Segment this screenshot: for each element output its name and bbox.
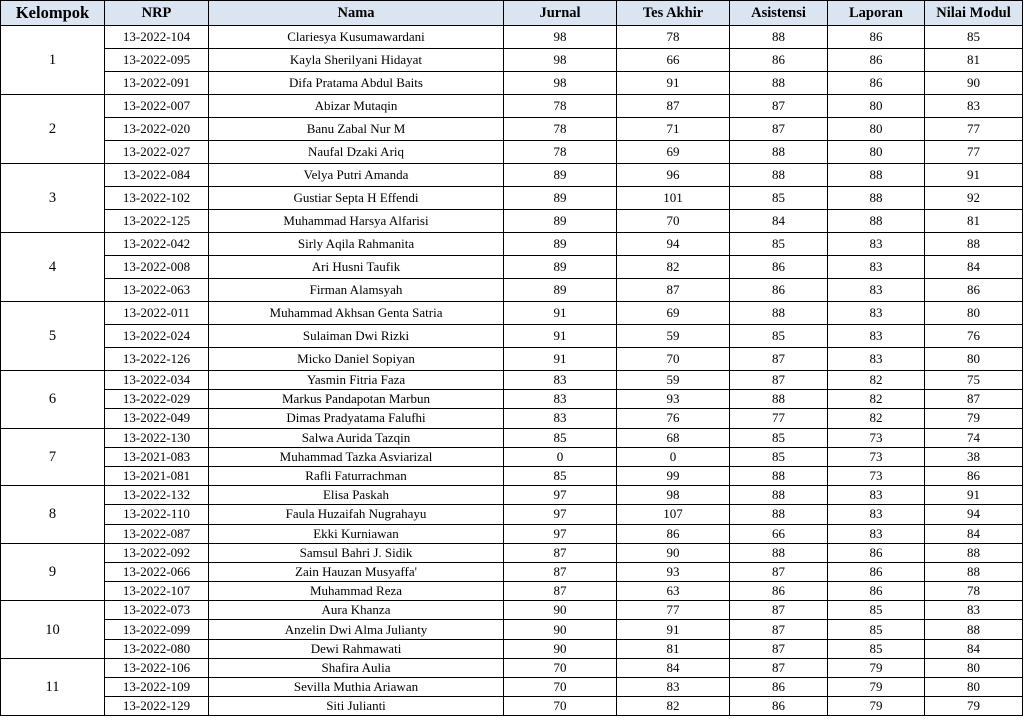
nilai-modul-cell: 94 <box>925 505 1023 524</box>
nilai-modul-cell: 91 <box>925 164 1023 187</box>
nama-cell: Velya Putri Amanda <box>209 164 504 187</box>
nilai-modul-cell: 84 <box>925 524 1023 543</box>
tes-akhir-cell: 84 <box>617 658 730 677</box>
jurnal-cell: 83 <box>504 371 617 390</box>
nilai-modul-cell: 90 <box>925 72 1023 95</box>
nrp-cell: 13-2022-106 <box>105 658 209 677</box>
nama-cell: Rafli Faturrachman <box>209 466 504 485</box>
table-row <box>1 49 1023 72</box>
asistensi-cell: 86 <box>730 49 828 72</box>
nama-cell: Shafira Aulia <box>209 658 504 677</box>
asistensi-cell: 87 <box>730 658 828 677</box>
laporan-cell: 83 <box>828 233 925 256</box>
kelompok-cell: 1 <box>1 26 105 95</box>
table-row <box>1 697 1023 716</box>
jurnal-cell: 87 <box>504 543 617 562</box>
nrp-cell: 13-2022-125 <box>105 210 209 233</box>
jurnal-cell: 90 <box>504 639 617 658</box>
nrp-cell: 13-2022-066 <box>105 562 209 581</box>
nilai-modul-cell: 77 <box>925 118 1023 141</box>
table-row <box>1 447 1023 466</box>
jurnal-cell: 97 <box>504 524 617 543</box>
nama-cell: Banu Zabal Nur M <box>209 118 504 141</box>
tes-akhir-cell: 69 <box>617 141 730 164</box>
jurnal-cell: 0 <box>504 447 617 466</box>
kelompok-cell: 11 <box>1 658 105 716</box>
table-row <box>1 118 1023 141</box>
jurnal-cell: 70 <box>504 697 617 716</box>
table-row <box>1 95 1023 118</box>
tes-akhir-cell: 59 <box>617 325 730 348</box>
jurnal-cell: 89 <box>504 164 617 187</box>
jurnal-cell: 98 <box>504 72 617 95</box>
nrp-cell: 13-2022-126 <box>105 348 209 371</box>
nama-cell: Zain Hauzan Musyaffa' <box>209 562 504 581</box>
nrp-cell: 13-2022-099 <box>105 620 209 639</box>
asistensi-cell: 85 <box>730 447 828 466</box>
laporan-cell: 86 <box>828 49 925 72</box>
table-row <box>1 187 1023 210</box>
table-row <box>1 233 1023 256</box>
asistensi-cell: 87 <box>730 371 828 390</box>
asistensi-cell: 88 <box>730 486 828 505</box>
asistensi-cell: 77 <box>730 409 828 428</box>
header-kelompok: Kelompok <box>1 1 105 26</box>
jurnal-cell: 91 <box>504 302 617 325</box>
jurnal-cell: 89 <box>504 187 617 210</box>
jurnal-cell: 90 <box>504 601 617 620</box>
asistensi-cell: 85 <box>730 187 828 210</box>
laporan-cell: 88 <box>828 187 925 210</box>
nilai-modul-cell: 86 <box>925 279 1023 302</box>
jurnal-cell: 83 <box>504 409 617 428</box>
asistensi-cell: 86 <box>730 256 828 279</box>
nrp-cell: 13-2022-011 <box>105 302 209 325</box>
nrp-cell: 13-2022-080 <box>105 639 209 658</box>
nrp-cell: 13-2022-087 <box>105 524 209 543</box>
nrp-cell: 13-2022-109 <box>105 678 209 697</box>
nama-cell: Dewi Rahmawati <box>209 639 504 658</box>
asistensi-cell: 87 <box>730 95 828 118</box>
jurnal-cell: 89 <box>504 210 617 233</box>
laporan-cell: 80 <box>828 141 925 164</box>
tes-akhir-cell: 107 <box>617 505 730 524</box>
nama-cell: Firman Alamsyah <box>209 279 504 302</box>
tes-akhir-cell: 93 <box>617 390 730 409</box>
asistensi-cell: 86 <box>730 697 828 716</box>
table-row <box>1 371 1023 390</box>
nama-cell: Muhammad Tazka Asviarizal <box>209 447 504 466</box>
table-row <box>1 620 1023 639</box>
nilai-modul-cell: 85 <box>925 26 1023 49</box>
nrp-cell: 13-2022-129 <box>105 697 209 716</box>
nilai-modul-cell: 79 <box>925 697 1023 716</box>
nrp-cell: 13-2022-024 <box>105 325 209 348</box>
kelompok-cell: 4 <box>1 233 105 302</box>
nrp-cell: 13-2022-027 <box>105 141 209 164</box>
laporan-cell: 88 <box>828 164 925 187</box>
table-row <box>1 256 1023 279</box>
tes-akhir-cell: 87 <box>617 95 730 118</box>
table-row <box>1 325 1023 348</box>
laporan-cell: 73 <box>828 447 925 466</box>
laporan-cell: 85 <box>828 620 925 639</box>
table-row <box>1 486 1023 505</box>
nilai-modul-cell: 84 <box>925 256 1023 279</box>
nilai-modul-cell: 77 <box>925 141 1023 164</box>
asistensi-cell: 87 <box>730 620 828 639</box>
laporan-cell: 86 <box>828 72 925 95</box>
nilai-modul-cell: 88 <box>925 233 1023 256</box>
tes-akhir-cell: 68 <box>617 428 730 447</box>
nama-cell: Naufal Dzaki Ariq <box>209 141 504 164</box>
laporan-cell: 80 <box>828 95 925 118</box>
table-row <box>1 164 1023 187</box>
laporan-cell: 86 <box>828 562 925 581</box>
tes-akhir-cell: 99 <box>617 466 730 485</box>
header-jurnal: Jurnal <box>504 1 617 26</box>
nama-cell: Ari Husni Taufik <box>209 256 504 279</box>
jurnal-cell: 70 <box>504 658 617 677</box>
jurnal-cell: 85 <box>504 466 617 485</box>
table-row <box>1 26 1023 49</box>
nama-cell: Sirly Aqila Rahmanita <box>209 233 504 256</box>
jurnal-cell: 83 <box>504 390 617 409</box>
tes-akhir-cell: 98 <box>617 486 730 505</box>
laporan-cell: 73 <box>828 466 925 485</box>
nrp-cell: 13-2022-132 <box>105 486 209 505</box>
nama-cell: Micko Daniel Sopiyan <box>209 348 504 371</box>
tes-akhir-cell: 69 <box>617 302 730 325</box>
nama-cell: Samsul Bahri J. Sidik <box>209 543 504 562</box>
tes-akhir-cell: 91 <box>617 72 730 95</box>
tes-akhir-cell: 91 <box>617 620 730 639</box>
asistensi-cell: 88 <box>730 141 828 164</box>
nrp-cell: 13-2022-107 <box>105 582 209 601</box>
laporan-cell: 83 <box>828 505 925 524</box>
jurnal-cell: 98 <box>504 49 617 72</box>
asistensi-cell: 86 <box>730 582 828 601</box>
table-row <box>1 639 1023 658</box>
tes-akhir-cell: 70 <box>617 210 730 233</box>
jurnal-cell: 98 <box>504 26 617 49</box>
jurnal-cell: 89 <box>504 256 617 279</box>
laporan-cell: 83 <box>828 279 925 302</box>
nrp-cell: 13-2022-104 <box>105 26 209 49</box>
jurnal-cell: 78 <box>504 141 617 164</box>
kelompok-cell: 9 <box>1 543 105 601</box>
laporan-cell: 82 <box>828 390 925 409</box>
nilai-modul-cell: 84 <box>925 639 1023 658</box>
nilai-modul-cell: 76 <box>925 325 1023 348</box>
jurnal-cell: 91 <box>504 348 617 371</box>
header-asistensi: Asistensi <box>730 1 828 26</box>
nama-cell: Sulaiman Dwi Rizki <box>209 325 504 348</box>
kelompok-cell: 8 <box>1 486 105 544</box>
tes-akhir-cell: 70 <box>617 348 730 371</box>
nrp-cell: 13-2022-008 <box>105 256 209 279</box>
table-row <box>1 390 1023 409</box>
nilai-modul-cell: 86 <box>925 466 1023 485</box>
table-row <box>1 466 1023 485</box>
nama-cell: Anzelin Dwi Alma Julianty <box>209 620 504 639</box>
nama-cell: Elisa Paskah <box>209 486 504 505</box>
nilai-modul-cell: 78 <box>925 582 1023 601</box>
nilai-modul-cell: 88 <box>925 620 1023 639</box>
laporan-cell: 86 <box>828 582 925 601</box>
asistensi-cell: 85 <box>730 233 828 256</box>
nama-cell: Difa Pratama Abdul Baits <box>209 72 504 95</box>
nilai-modul-cell: 80 <box>925 302 1023 325</box>
laporan-cell: 83 <box>828 348 925 371</box>
nilai-modul-cell: 88 <box>925 543 1023 562</box>
table-row <box>1 678 1023 697</box>
tes-akhir-cell: 66 <box>617 49 730 72</box>
jurnal-cell: 97 <box>504 486 617 505</box>
laporan-cell: 85 <box>828 601 925 620</box>
table-row <box>1 562 1023 581</box>
nilai-modul-cell: 80 <box>925 658 1023 677</box>
laporan-cell: 83 <box>828 524 925 543</box>
nilai-modul-cell: 91 <box>925 486 1023 505</box>
table-row <box>1 279 1023 302</box>
tes-akhir-cell: 96 <box>617 164 730 187</box>
asistensi-cell: 87 <box>730 562 828 581</box>
nilai-modul-cell: 80 <box>925 678 1023 697</box>
nrp-cell: 13-2022-102 <box>105 187 209 210</box>
jurnal-cell: 78 <box>504 95 617 118</box>
asistensi-cell: 85 <box>730 428 828 447</box>
nilai-modul-cell: 83 <box>925 601 1023 620</box>
tes-akhir-cell: 93 <box>617 562 730 581</box>
asistensi-cell: 88 <box>730 302 828 325</box>
nrp-cell: 13-2021-081 <box>105 466 209 485</box>
asistensi-cell: 87 <box>730 348 828 371</box>
tes-akhir-cell: 78 <box>617 26 730 49</box>
asistensi-cell: 88 <box>730 390 828 409</box>
table-row <box>1 582 1023 601</box>
asistensi-cell: 88 <box>730 164 828 187</box>
laporan-cell: 79 <box>828 658 925 677</box>
table-row <box>1 409 1023 428</box>
nrp-cell: 13-2022-130 <box>105 428 209 447</box>
tes-akhir-cell: 83 <box>617 678 730 697</box>
asistensi-cell: 88 <box>730 26 828 49</box>
table-row <box>1 302 1023 325</box>
asistensi-cell: 87 <box>730 639 828 658</box>
laporan-cell: 79 <box>828 697 925 716</box>
tes-akhir-cell: 82 <box>617 256 730 279</box>
asistensi-cell: 88 <box>730 505 828 524</box>
jurnal-cell: 70 <box>504 678 617 697</box>
table-row <box>1 601 1023 620</box>
jurnal-cell: 97 <box>504 505 617 524</box>
nrp-cell: 13-2022-091 <box>105 72 209 95</box>
table-row <box>1 428 1023 447</box>
laporan-cell: 83 <box>828 325 925 348</box>
tes-akhir-cell: 86 <box>617 524 730 543</box>
table-row <box>1 141 1023 164</box>
table-body <box>1 26 1023 716</box>
nama-cell: Clariesya Kusumawardani <box>209 26 504 49</box>
nama-cell: Aura Khanza <box>209 601 504 620</box>
nrp-cell: 13-2022-042 <box>105 233 209 256</box>
asistensi-cell: 84 <box>730 210 828 233</box>
tes-akhir-cell: 71 <box>617 118 730 141</box>
nrp-cell: 13-2022-029 <box>105 390 209 409</box>
asistensi-cell: 88 <box>730 466 828 485</box>
laporan-cell: 88 <box>828 210 925 233</box>
jurnal-cell: 89 <box>504 279 617 302</box>
tes-akhir-cell: 76 <box>617 409 730 428</box>
nrp-cell: 13-2022-020 <box>105 118 209 141</box>
jurnal-cell: 87 <box>504 562 617 581</box>
kelompok-cell: 10 <box>1 601 105 659</box>
tes-akhir-cell: 59 <box>617 371 730 390</box>
header-nama: Nama <box>209 1 504 26</box>
nilai-modul-cell: 81 <box>925 210 1023 233</box>
kelompok-cell: 3 <box>1 164 105 233</box>
nilai-modul-cell: 87 <box>925 390 1023 409</box>
kelompok-cell: 6 <box>1 371 105 429</box>
tes-akhir-cell: 82 <box>617 697 730 716</box>
table-row <box>1 348 1023 371</box>
asistensi-cell: 87 <box>730 118 828 141</box>
laporan-cell: 79 <box>828 678 925 697</box>
jurnal-cell: 78 <box>504 118 617 141</box>
table-row <box>1 72 1023 95</box>
laporan-cell: 86 <box>828 26 925 49</box>
nrp-cell: 13-2022-007 <box>105 95 209 118</box>
asistensi-cell: 88 <box>730 72 828 95</box>
table-row <box>1 524 1023 543</box>
kelompok-cell: 5 <box>1 302 105 371</box>
nrp-cell: 13-2022-110 <box>105 505 209 524</box>
asistensi-cell: 85 <box>730 325 828 348</box>
nrp-cell: 13-2022-049 <box>105 409 209 428</box>
nama-cell: Faula Huzaifah Nugrahayu <box>209 505 504 524</box>
nama-cell: Kayla Sherilyani Hidayat <box>209 49 504 72</box>
laporan-cell: 80 <box>828 118 925 141</box>
header-nilai-modul: Nilai Modul <box>925 1 1023 26</box>
nama-cell: Markus Pandapotan Marbun <box>209 390 504 409</box>
tes-akhir-cell: 0 <box>617 447 730 466</box>
laporan-cell: 82 <box>828 409 925 428</box>
nama-cell: Ekki Kurniawan <box>209 524 504 543</box>
jurnal-cell: 85 <box>504 428 617 447</box>
nrp-cell: 13-2021-083 <box>105 447 209 466</box>
nilai-modul-cell: 80 <box>925 348 1023 371</box>
nama-cell: Muhammad Akhsan Genta Satria <box>209 302 504 325</box>
table-row <box>1 543 1023 562</box>
header-tes-akhir: Tes Akhir <box>617 1 730 26</box>
tes-akhir-cell: 94 <box>617 233 730 256</box>
nilai-modul-cell: 81 <box>925 49 1023 72</box>
asistensi-cell: 88 <box>730 543 828 562</box>
asistensi-cell: 86 <box>730 678 828 697</box>
nrp-cell: 13-2022-063 <box>105 279 209 302</box>
nama-cell: Salwa Aurida Tazqin <box>209 428 504 447</box>
tes-akhir-cell: 90 <box>617 543 730 562</box>
nilai-modul-cell: 74 <box>925 428 1023 447</box>
tes-akhir-cell: 81 <box>617 639 730 658</box>
tes-akhir-cell: 77 <box>617 601 730 620</box>
nama-cell: Abizar Mutaqin <box>209 95 504 118</box>
asistensi-cell: 66 <box>730 524 828 543</box>
nama-cell: Gustiar Septa H Effendi <box>209 187 504 210</box>
nama-cell: Siti Julianti <box>209 697 504 716</box>
nilai-modul-cell: 38 <box>925 447 1023 466</box>
table-row <box>1 210 1023 233</box>
nrp-cell: 13-2022-084 <box>105 164 209 187</box>
header-nrp: NRP <box>105 1 209 26</box>
kelompok-cell: 2 <box>1 95 105 164</box>
nilai-modul-cell: 83 <box>925 95 1023 118</box>
laporan-cell: 85 <box>828 639 925 658</box>
nama-cell: Muhammad Harsya Alfarisi <box>209 210 504 233</box>
nama-cell: Yasmin Fitria Faza <box>209 371 504 390</box>
nrp-cell: 13-2022-095 <box>105 49 209 72</box>
header-laporan: Laporan <box>828 1 925 26</box>
jurnal-cell: 90 <box>504 620 617 639</box>
laporan-cell: 83 <box>828 486 925 505</box>
nama-cell: Muhammad Reza <box>209 582 504 601</box>
nrp-cell: 13-2022-073 <box>105 601 209 620</box>
asistensi-cell: 87 <box>730 601 828 620</box>
laporan-cell: 83 <box>828 256 925 279</box>
table-row <box>1 505 1023 524</box>
laporan-cell: 83 <box>828 302 925 325</box>
laporan-cell: 82 <box>828 371 925 390</box>
tes-akhir-cell: 87 <box>617 279 730 302</box>
nilai-modul-cell: 92 <box>925 187 1023 210</box>
nilai-modul-cell: 75 <box>925 371 1023 390</box>
jurnal-cell: 87 <box>504 582 617 601</box>
laporan-cell: 73 <box>828 428 925 447</box>
nama-cell: Dimas Pradyatama Falufhi <box>209 409 504 428</box>
nrp-cell: 13-2022-034 <box>105 371 209 390</box>
nilai-modul-cell: 88 <box>925 562 1023 581</box>
nilai-modul-cell: 79 <box>925 409 1023 428</box>
tes-akhir-cell: 63 <box>617 582 730 601</box>
jurnal-cell: 91 <box>504 325 617 348</box>
jurnal-cell: 89 <box>504 233 617 256</box>
asistensi-cell: 86 <box>730 279 828 302</box>
kelompok-cell: 7 <box>1 428 105 486</box>
laporan-cell: 86 <box>828 543 925 562</box>
tes-akhir-cell: 101 <box>617 187 730 210</box>
nama-cell: Sevilla Muthia Ariawan <box>209 678 504 697</box>
nrp-cell: 13-2022-092 <box>105 543 209 562</box>
header-row <box>1 1 1023 26</box>
table-row <box>1 658 1023 677</box>
